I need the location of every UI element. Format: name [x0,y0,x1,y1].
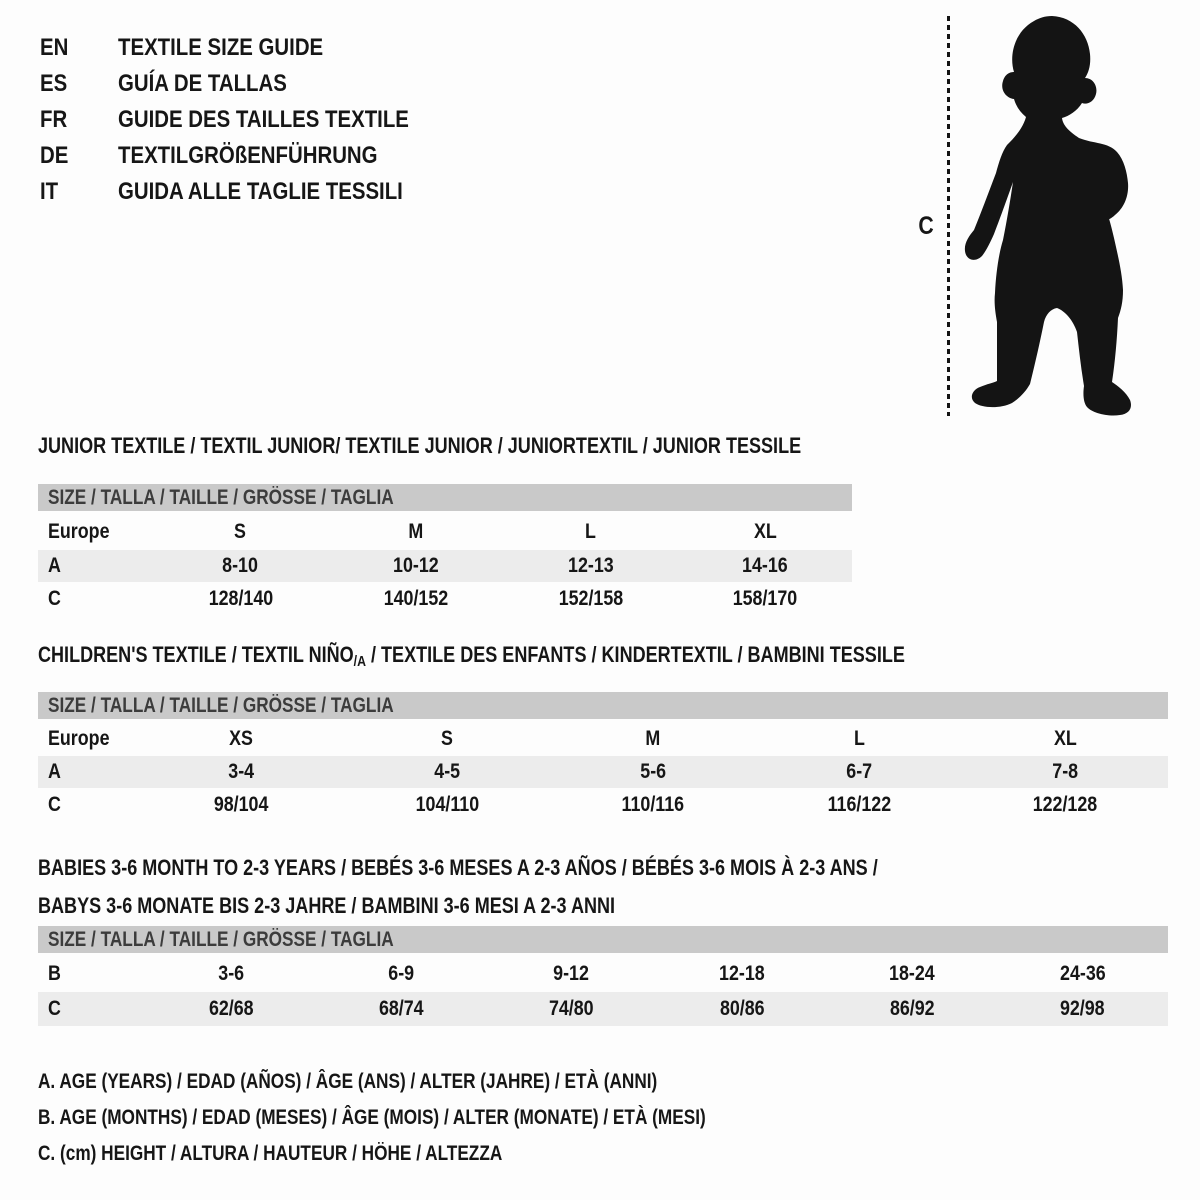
table-cell: 12-13 [567,554,614,577]
language-row-es [40,66,460,102]
language-row-de [40,138,460,174]
row-label: C [48,997,61,1020]
table-header-bar [38,484,852,513]
table-cell: 122/128 [1032,793,1098,816]
height-measure-dashed-line [947,16,950,416]
language-title-list [40,30,460,210]
table-cell: 7-8 [1052,760,1078,783]
table-cell: L [853,727,865,750]
row-label: A [48,554,61,577]
row-label: Europe [48,520,110,543]
table-cell: 4-5 [434,760,460,783]
lang-code-en: EN [40,34,69,61]
table-cell: 158/170 [732,587,798,610]
language-row-it [40,174,460,210]
size-header-label: SIZE / TALLA / TAILLE / GRÖSSE / TAGLIA [48,485,394,509]
nino-a-subscript: /A [353,653,366,670]
table-row [38,582,852,616]
table-cell: 24-36 [1059,962,1106,985]
table-cell: 6-9 [388,962,414,985]
table-header-bar [38,692,1168,721]
row-label: C [48,587,61,610]
table-cell: 116/122 [827,793,891,816]
table-row [38,756,1168,788]
table-cell: M [408,520,423,543]
size-header-label: SIZE / TALLA / TAILLE / GRÖSSE / TAGLIA [48,927,394,951]
table-cell: 10-12 [392,554,439,577]
row-label: C [48,793,61,816]
table-cell: 9-12 [553,962,590,985]
table-cell: 140/152 [383,587,448,610]
table-header-bar [38,926,1168,955]
legend-line-c: C. (cm) HEIGHT / ALTURA / HAUTEUR / HÖHE / ALTEZZA [38,1142,503,1165]
lang-code-es: ES [40,70,68,97]
table-row [38,721,1168,757]
children-size-table [38,692,1168,822]
lang-code-it: IT [40,178,59,205]
table-cell: XL [1053,727,1077,750]
children-section-heading: CHILDREN'S TEXTILE / TEXTIL $NIÑO_{/A}$ / TEXTILE DES ENFANTS / KINDERTEXTIL / BAMBINI TESSILE [38,642,905,670]
language-row-fr [40,102,460,138]
lang-code-de: DE [40,142,69,169]
table-cell: 5-6 [640,760,666,783]
legend-line-a: A. AGE (YEARS) / EDAD (AÑOS) / ÂGE (ANS) / ALTER (JAHRE) / ETÀ (ANNI) [38,1070,658,1093]
lang-title-it: GUIDA ALLE TAGLIE TESSILI [118,178,403,205]
toddler-silhouette-image [952,10,1152,420]
height-measure-label: C [918,212,934,240]
table-cell: 12-18 [719,962,765,985]
table-cell: S [234,520,247,543]
table-cell: XL [753,520,777,543]
table-row [38,955,1168,993]
table-row [38,992,1168,1026]
table-row [38,550,852,582]
row-label: A [48,760,61,783]
table-cell: 62/68 [208,997,254,1020]
row-label: B [48,962,61,985]
table-cell: 152/158 [558,587,623,610]
babies-section-heading: BABIES 3-6 MONTH TO 2-3 YEARS / BEBÉS 3-6 MESES A 2-3 AÑOS / BÉBÉS 3-6 MOIS À 2-3 ANS / BABYS 3-6 MONATE BIS 2-3 JAHRE / BAMBINI 3-6 MESI A 2-3 ANNI [38,855,878,918]
language-row-en [40,30,460,66]
size-header-label: SIZE / TALLA / TAILLE / GRÖSSE / TAGLIA [48,693,394,717]
table-row [38,788,1168,822]
junior-size-table [38,484,852,616]
table-cell: 74/80 [549,997,594,1020]
table-row [38,513,852,551]
table-cell: 80/86 [719,997,765,1020]
row-label: Europe [48,727,110,750]
lang-title-es: GUÍA DE TALLAS [118,70,287,97]
measure-legend [38,1064,852,1172]
legend-line-b: B. AGE (MONTHS) / EDAD (MESES) / ÂGE (MOIS) / ALTER (MONATE) / ETÀ (MESI) [38,1106,706,1129]
table-cell: 110/116 [621,793,685,816]
table-cell: 98/104 [213,793,269,816]
table-cell: 14-16 [742,554,788,577]
babies-size-table [38,926,1168,1026]
table-cell: 3-6 [218,962,244,985]
table-cell: 68/74 [378,997,424,1020]
table-cell: M [645,727,661,750]
table-cell: S [441,727,453,750]
junior-section-heading: JUNIOR TEXTILE / TEXTIL JUNIOR/ TEXTILE JUNIOR / JUNIORTEXTIL / JUNIOR TESSILE [38,433,802,458]
table-cell: 18-24 [889,962,935,985]
table-cell: 104/110 [415,793,479,816]
lang-title-fr: GUIDE DES TAILLES TEXTILE [118,106,409,133]
table-cell: 6-7 [846,760,872,783]
table-cell: 128/140 [208,587,273,610]
table-cell: L [585,520,596,543]
table-cell: 86/92 [889,997,935,1020]
table-cell: 8-10 [222,554,259,577]
lang-title-en: TEXTILE SIZE GUIDE [118,34,324,61]
lang-title-de: TEXTILGRÖßENFÜHRUNG [118,142,378,169]
lang-code-fr: FR [40,106,68,133]
table-cell: 92/98 [1060,997,1105,1020]
table-cell: 3-4 [228,760,254,783]
table-cell: XS [229,727,253,750]
